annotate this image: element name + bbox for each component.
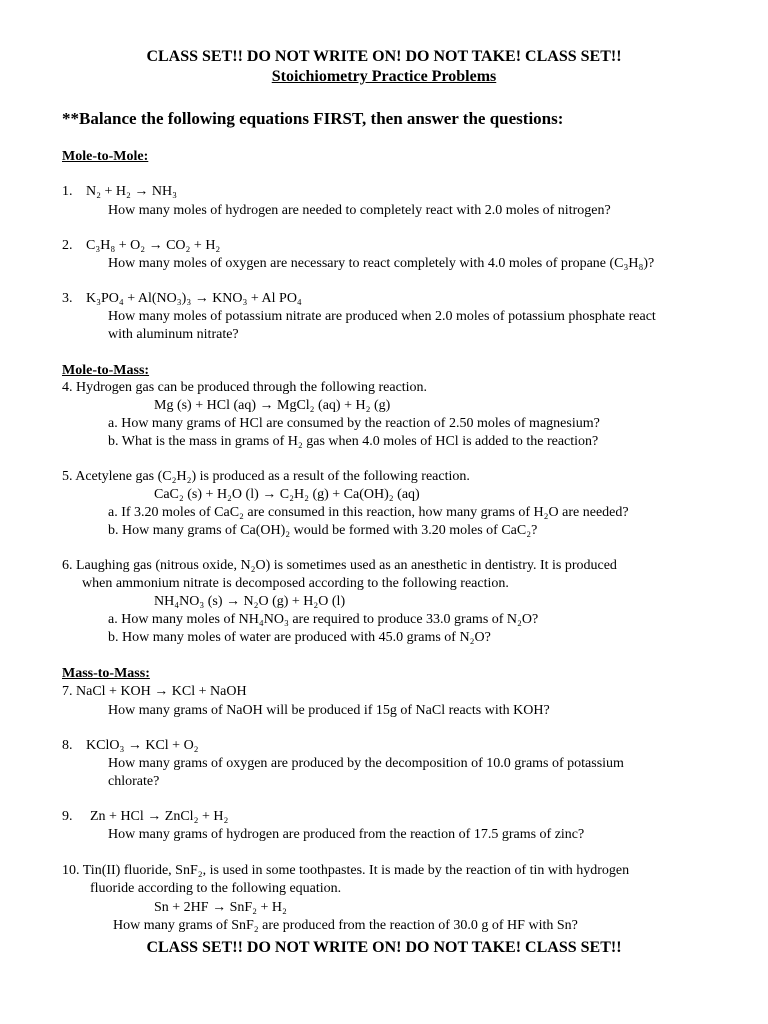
problem-8-question-line-2: chlorate?: [108, 774, 160, 789]
problem-4-intro: 4. Hydrogen gas can be produced through the following reaction.: [62, 380, 428, 395]
problem-9-number: 9.: [62, 809, 73, 824]
section-mass-to-mass: Mass-to-Mass:: [62, 666, 150, 681]
problem-1-equation: N₂ + H₂ → NH₃: [86, 184, 177, 199]
problem-6-intro-line-2: when ammonium nitrate is decomposed according to the following reaction.: [82, 576, 509, 591]
problem-5b-question: b. How many grams of Ca(OH)₂ would be formed with 3.20 moles of CaC₂?: [108, 523, 538, 538]
problem-10-equation: Sn + 2HF → SnF₂ + H₂: [154, 900, 287, 915]
section-mole-to-mass: Mole-to-Mass:: [62, 363, 150, 378]
problem-6-equation: NH₄NO₃ (s) → N₂O (g) + H₂O (l): [154, 594, 346, 609]
problem-7-equation: 7. NaCl + KOH → KCl + NaOH: [62, 684, 247, 699]
problem-2-number: 2.: [62, 238, 73, 253]
problem-1-question: How many moles of hydrogen are needed to completely react with 2.0 moles of nitrogen?: [108, 203, 611, 218]
problem-4-equation: Mg (s) + HCl (aq) → MgCl₂ (aq) + H₂ (g): [154, 398, 391, 413]
problem-2-question: How many moles of oxygen are necessary to react completely with 4.0 moles of propane (C₃H₈)?: [108, 256, 655, 271]
instruction-text: **Balance the following equations FIRST, then answer the questions:: [62, 109, 564, 128]
problem-8-question-line-1: How many grams of oxygen are produced by the decomposition of 10.0 grams of potassium: [108, 756, 624, 771]
problem-5a-question: a. If 3.20 moles of CaC₂ are consumed in this reaction, how many grams of H₂O are needed?: [108, 505, 629, 520]
problem-9-question: How many grams of hydrogen are produced from the reaction of 17.5 grams of zinc?: [108, 827, 585, 842]
section-mole-to-mole: Mole-to-Mole:: [62, 149, 149, 164]
problem-8-number: 8.: [62, 738, 73, 753]
problem-4a-question: a. How many grams of HCl are consumed by the reaction of 2.50 moles of magnesium?: [108, 416, 600, 431]
class-set-warning-bottom: CLASS SET!! DO NOT WRITE ON! DO NOT TAKE! CLASS SET!!: [146, 939, 622, 956]
problem-3-question-line-1: How many moles of potassium nitrate are produced when 2.0 moles of potassium phosphate react: [108, 309, 656, 324]
problem-10-question: How many grams of SnF₂ are produced from the reaction of 30.0 g of HF with Sn?: [113, 918, 578, 933]
problem-6a-question: a. How many moles of NH₄NO₃ are required to produce 33.0 grams of N₂O?: [108, 612, 539, 627]
worksheet-title: Stoichiometry Practice Problems: [271, 68, 497, 85]
problem-6b-question: b. How many moles of water are produced with 45.0 grams of N₂O?: [108, 630, 491, 645]
problem-7-question: How many grams of NaOH will be produced if 15g of NaCl reacts with KOH?: [108, 703, 550, 718]
problem-9-equation: Zn + HCl → ZnCl₂ + H₂: [90, 809, 229, 824]
problem-3-question-line-2: with aluminum nitrate?: [108, 327, 239, 342]
problem-2-equation: C₃H₈ + O₂ → CO₂ + H₂: [86, 238, 221, 253]
problem-5-equation: CaC₂ (s) + H₂O (l) → C₂H₂ (g) + Ca(OH)₂ (aq): [154, 487, 420, 502]
problem-3-equation: K₃PO₄ + Al(NO₃)₃ → KNO₃ + Al PO₄: [86, 291, 302, 306]
problem-1-number: 1.: [62, 184, 73, 199]
problem-8-equation: KClO₃ → KCl + O₂: [86, 738, 199, 753]
problem-6-intro-line-1: 6. Laughing gas (nitrous oxide, N₂O) is sometimes used as an anesthetic in dentistry. It is produced: [62, 558, 617, 573]
problem-10-intro-line-2: fluoride according to the following equation.: [90, 881, 342, 896]
problem-3-number: 3.: [62, 291, 73, 306]
problem-10-intro-line-1: 10. Tin(II) fluoride, SnF₂, is used in some toothpastes. It is made by the reaction of tin with hydrogen: [62, 863, 630, 878]
problem-5-intro: 5. Acetylene gas (C₂H₂) is produced as a result of the following reaction.: [62, 469, 470, 484]
problem-4b-question: b. What is the mass in grams of H₂ gas when 4.0 moles of HCl is added to the reaction?: [108, 434, 599, 449]
class-set-warning-top: CLASS SET!! DO NOT WRITE ON! DO NOT TAKE! CLASS SET!!: [146, 48, 622, 65]
